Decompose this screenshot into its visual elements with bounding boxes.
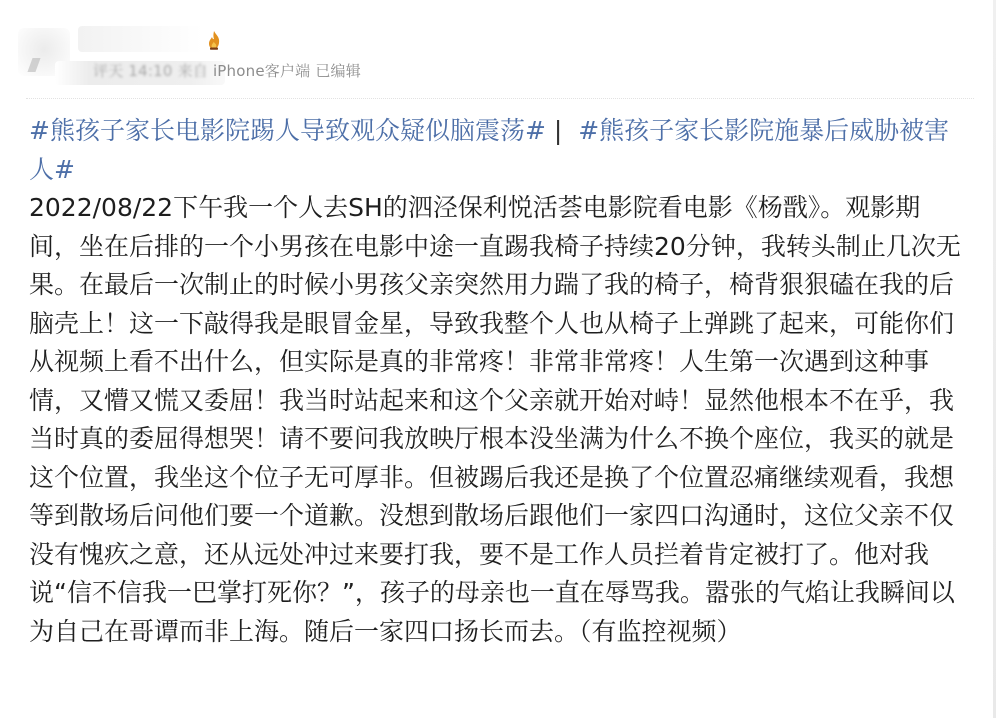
post-source[interactable]: iPhone客户端 已编辑: [212, 62, 361, 80]
post-header: [0, 0, 1000, 100]
topic-link-2[interactable]: #熊孩子家长影院施暴后威胁被害人#: [29, 116, 950, 184]
post-meta: [93, 60, 361, 81]
post-time-partial: 评天 14:10 来自: [93, 62, 213, 80]
flame-icon: [207, 30, 221, 50]
post-content: [29, 112, 969, 651]
username-blurred[interactable]: [78, 26, 203, 52]
topic-separator: |: [553, 116, 563, 145]
topic-spacer-right: [562, 116, 578, 145]
header-divider: [26, 98, 974, 99]
topic-link-1[interactable]: #熊孩子家长电影院踢人导致观众疑似脑震荡#: [29, 116, 546, 145]
window-edge: [993, 0, 996, 718]
post-body-text: 2022/08/22下午我一个人去SH的泗泾保利悦活荟电影院看电影《杨戬》。观影期间，坐在后排的一个小男孩在电影中途一直踢我椅子持续20分钟，我转头制止几次无果。在最后一次制止的时候小男孩父亲突然用力踹了我的椅子，椅背狠狠磕在我的后脑壳上！这一下敲得我是眼冒金星，导致我整个人也从椅子上弹跳了起来，可能你们从视频上看不出什么，但实际是真的非常疼！非常非常疼！人生第一次遇到这种事情，又懵又慌又委屈！我当时站起来和这个父亲就开始对峙！显然他根本不在乎，我当时真的委屈得想哭！请不要问我放映厅根本没坐满为什么不换个座位，我买的就是这个位置，我坐这个位子无可厚非。但被踢后我还是换了个位置忍痛继续观看，我想等到散场后问他们要一个道歉。没想到散场后跟他们一家四口沟通时，这位父亲不仅没有愧疚之意，还从远处冲过来要打我，要不是工作人员拦着肯定被打了。他对我说“信不信我一巴掌打死你？”，孩子的母亲也一直在辱骂我。嚣张的气焰让我瞬间以为自己在哥谭而非上海。随后一家四口扬长而去。（有监控视频）: [29, 193, 961, 646]
topic-spacer-left: [546, 116, 554, 145]
